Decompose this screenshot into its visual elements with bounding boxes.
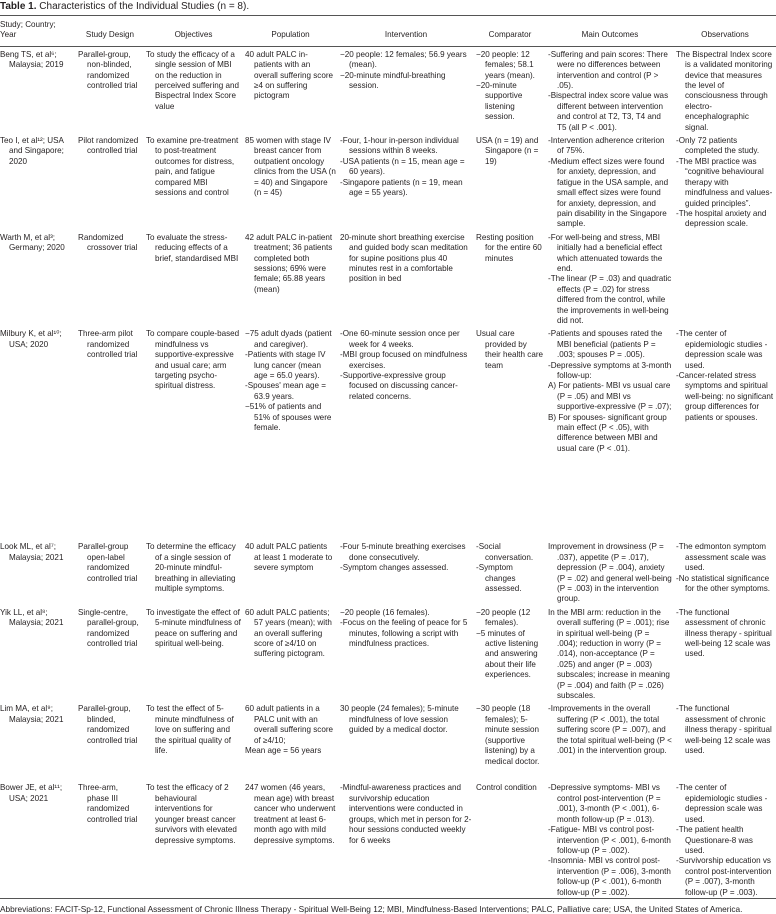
objectives-text: To compare couple-based mindfulness vs supportive-expressive and usual care; arm targeting psycho-spiritual distress. (146, 329, 240, 391)
cell-study (0, 605, 76, 702)
population-text: 85 women with stage IV breast cancer from outpatient oncology clinics from the USA (n = 40) and Singapore (n = 45) (245, 136, 336, 198)
cell-comparator (474, 133, 546, 230)
objectives-text: To investigate the effect of 5-minute mindfulness of peace on suffering and spiritual well-being. (146, 607, 241, 649)
population-text: 42 adult PALC in-patient treatment; 36 patients completed both sessions; 69% were female; 65.88 years (mean) (245, 232, 333, 294)
design-text: Parallel-group open-label randomized controlled trial (78, 542, 138, 583)
cell-observations (674, 230, 776, 327)
objectives-text: To study the efficacy of a single session of MBI on the reduction in perceived suffering and Bispectral Index Score value (146, 49, 239, 111)
cell-outcomes (546, 326, 674, 539)
cell-design (76, 326, 144, 539)
population-text: 247 women (46 years, mean age) with breast cancer who underwent treatment at least 6-month ago with mild depressive symptoms. (245, 783, 336, 845)
population-text: -Patients with stage IV lung cancer (mean age = 65.0 years). (245, 350, 326, 380)
cell-observations (674, 133, 776, 230)
cell-outcomes (546, 701, 674, 780)
comparator-text: −20 people (12 females). (476, 607, 531, 628)
cell-comparator (474, 780, 546, 898)
cell-study (0, 133, 76, 230)
study-text: Warth M, et al³; Germany; 2020 (0, 232, 65, 253)
intervention-text: 20-minute short breathing exercise and guided body scan meditation for supine positions plus 40 minutes rest in a comfortable position in bed (340, 232, 468, 284)
design-text: Three-arm pilot randomized controlled trial (78, 329, 138, 360)
intervention-text: -Four, 1-hour in-person individual sessions within 8 weeks. (340, 136, 459, 156)
intervention-text: −20 people (16 females). (340, 607, 430, 617)
design-text: Parallel-group, blinded, randomized controlled trial (78, 704, 138, 745)
table-title: Characteristics of the Individual Studies (n = 8). (39, 1, 250, 12)
population-text: 60 adult PALC patients; 57 years (mean); with an overall suffering score of ≥4/10 on suffering pictogram. (245, 607, 332, 659)
objectives-text: To determine the efficacy of a single session of 20-minute mindful-breathing in alleviating multiple symptoms. (146, 542, 236, 593)
study-text: Yik LL, et al⁸; Malaysia; 2021 (0, 607, 64, 628)
intervention-text: -Supportive-expressive group focused on discussing cancer-related concerns. (340, 371, 458, 401)
cell-study (0, 230, 76, 327)
cell-population (243, 46, 338, 133)
cell-outcomes (546, 605, 674, 702)
table-row (0, 133, 776, 230)
comparator-text: −20-minute supportive listening session. (476, 81, 523, 122)
study-text: Lim MA, et al⁹; Malaysia; 2021 (0, 704, 64, 724)
study-text: Bower JE, et al¹¹; USA; 2021 (0, 783, 63, 803)
population-text: 40 adult PALC patients at least 1 moderate to severe symptom (245, 542, 333, 573)
population-text: 60 adult patients in a PALC unit with an overall suffering score of ≥4/10; (245, 704, 334, 745)
table-row (0, 230, 776, 327)
cell-population (243, 605, 338, 702)
cell-comparator (474, 539, 546, 604)
cell-design (76, 230, 144, 327)
cell-observations (674, 539, 776, 604)
comparator-text: −5 minutes of active listening and answering about their life experiences. (476, 628, 539, 680)
cell-intervention (338, 46, 474, 133)
observations-text: -The center of epidemiologic studies - depression scale was used. (676, 329, 768, 370)
outcomes-text: -Medium effect sizes were found for anxiety, depression, and fatigue in the USA sample, and small effect sizes were found for anxiety, depression, and pain disability in the Singapore sample. (548, 156, 669, 229)
cell-outcomes (546, 133, 674, 230)
observations-text: -The patient health Questionare-8 was used. (676, 825, 753, 855)
comparator-text: Resting position for the entire 60 minutes (476, 232, 542, 263)
outcomes-text: -Suffering and pain scores: There were no differences between intervention and control (P > .05). (548, 49, 668, 91)
cell-design (76, 701, 144, 780)
header-objectives: Objectives (174, 30, 213, 40)
cell-design (76, 605, 144, 702)
table-caption (0, 0, 776, 13)
header-study: Study; Country; Year (0, 20, 56, 40)
table-row (0, 326, 776, 539)
comparator-text: Control condition (476, 783, 537, 793)
cell-population (243, 539, 338, 604)
cell-observations (674, 605, 776, 702)
cell-outcomes (546, 46, 674, 133)
outcomes-text: -Intervention adherence criterion of 75%. (548, 136, 665, 156)
intervention-text: -USA patients (n = 15, mean age = 60 years). (340, 156, 465, 177)
observations-text: -The functional assessment of chronic illness therapy - spiritual well-being 12 scale was used. (676, 704, 772, 756)
header-comparator: Comparator (488, 30, 532, 40)
cell-intervention (338, 780, 474, 898)
intervention-text: -MBI group focused on mindfulness exercises. (340, 350, 468, 370)
cell-objectives (144, 780, 243, 898)
cell-intervention (338, 326, 474, 539)
cell-population (243, 780, 338, 898)
design-text: Single-centre, parallel-group, randomized controlled trial (78, 607, 139, 649)
header-row (0, 16, 776, 47)
cell-objectives (144, 605, 243, 702)
cell-study (0, 46, 76, 133)
cell-population (243, 230, 338, 327)
outcomes-text: -Patients and spouses rated the MBI beneficial (patients P = .003; spouses P = .005). (548, 329, 663, 360)
cell-objectives (144, 230, 243, 327)
intervention-text: -Symptom changes assessed. (340, 563, 449, 573)
observations-text: -No statistical significance for the other symptoms. (676, 573, 771, 593)
cell-outcomes (546, 230, 674, 327)
intervention-text: -One 60-minute session once per week for 4 weeks. (340, 329, 460, 349)
cell-intervention (338, 605, 474, 702)
cell-population (243, 701, 338, 780)
observations-text: -The edmonton symptom assessment scale was used. (676, 542, 766, 573)
comparator-text: −30 people (18 females); 5-minute session (supportive listening) by a medical doctor. (476, 704, 540, 766)
header-outcomes: Main Outcomes (581, 30, 639, 40)
outcomes-text: -Depressive symptoms at 3-month follow-up: (548, 360, 672, 380)
outcomes-text: -Improvements in the overall suffering (P < .001), the total suffering score (P = .007), and the total spiritual well-being (P < .001) in the intervention group. (548, 704, 672, 756)
cell-outcomes (546, 539, 674, 604)
table-footnote: Abbreviations: FACIT-Sp-12, Functional Assessment of Chronic Illness Therapy - Spiritual Well-Being 12; MBI, Mindfulness-Based Interventions; PALC, Palliative care; USA, the United States of America. (0, 903, 743, 914)
cell-design (76, 133, 144, 230)
design-text: Randomized crossover trial (78, 232, 138, 253)
cell-population (243, 133, 338, 230)
header-intervention: Intervention (384, 30, 428, 40)
cell-intervention (338, 701, 474, 780)
cell-comparator (474, 701, 546, 780)
intervention-text: -Singapore patients (n = 19, mean age = 55 years). (340, 177, 463, 198)
study-text: Teo I, et al¹²; USA and Singapore; 2020 (0, 136, 64, 166)
observations-text: -The center of epidemiologic studies - depression scale was used. (676, 783, 768, 824)
intervention-text: −20 people: 12 females; 56.9 years (mean). (340, 49, 467, 70)
cell-objectives (144, 539, 243, 604)
table-row (0, 605, 776, 702)
outcomes-text: -The linear (P = .03) and quadratic effects (P = .02) for stress differed from the control, while the improvements in well-being did not. (548, 274, 672, 325)
population-text: −51% of patients and 51% of spouses were female. (245, 402, 332, 433)
cell-objectives (144, 701, 243, 780)
observations-text: -Survivorship education vs control post-intervention (P = .007), 3-month follow-up (P = .003). (676, 856, 772, 897)
objectives-text: To evaluate the stress-reducing effects of a brief, standardised MBI (146, 232, 239, 263)
cell-design (76, 539, 144, 604)
cell-comparator (474, 605, 546, 702)
cell-study (0, 539, 76, 604)
outcomes-text: -Depressive symptoms- MBI vs control post-intervention (P = .001), 3-month (P < .001), 6-month follow-up (P = .013). (548, 783, 661, 824)
design-text: Parallel-group, non-blinded, randomized controlled trial (78, 49, 138, 91)
cell-objectives (144, 46, 243, 133)
outcomes-text: B) For spouses- significant group main effect (P < .05), with difference between MBI and usual care (P < .01). (548, 412, 667, 453)
intervention-text: -Mindful-awareness practices and survivorship education interventions were conducted in groups, which met in person for 2-hour sessions conducted weekly for 6 weeks (340, 783, 472, 845)
table-body (0, 46, 776, 898)
outcomes-text: In the MBI arm: reduction in the overall suffering (P = .001); rise in spiritual well-being (P = .004); reduction in worry (P = .014), non-acceptance (P = .025) and anger (P = .003) subscales; increase in meaning (P = .004) and faith (P = .026) subscales. (548, 607, 670, 701)
cell-study (0, 326, 76, 539)
studies-table (0, 15, 776, 899)
cell-observations (674, 780, 776, 898)
comparator-text: Usual care provided by their health care team (476, 329, 544, 370)
cell-objectives (144, 133, 243, 230)
intervention-text: -Focus on the feeling of peace for 5 minutes, following a script with mindfulness practices. (340, 618, 468, 649)
cell-comparator (474, 326, 546, 539)
comparator-text: -Symptom changes assessed. (476, 563, 522, 593)
intervention-text: -Four 5-minute breathing exercises done consecutively. (340, 542, 466, 562)
population-text: −75 adult dyads (patient and caregiver). (245, 329, 332, 349)
outcomes-text: -Bispectral index score value was different between intervention and control at T2, T3, T4 and T5 (all P < .001). (548, 91, 669, 132)
design-text: Pilot randomized controlled trial (78, 136, 139, 156)
cell-study (0, 780, 76, 898)
population-text: 40 adult PALC in-patients with an overall suffering score ≥4 on suffering pictogram (245, 49, 334, 101)
observations-text: -The functional assessment of chronic illness therapy - spiritual well-being 12 scale was used. (676, 607, 772, 659)
cell-population (243, 326, 338, 539)
header-observations: Observations (701, 30, 749, 40)
cell-design (76, 46, 144, 133)
observations-text: -Cancer-related stress symptoms and spiritual well-being: no significant group differences for patients or spouses. (676, 371, 774, 422)
cell-observations (674, 701, 776, 780)
cell-outcomes (546, 780, 674, 898)
table-row (0, 46, 776, 133)
cell-intervention (338, 539, 474, 604)
table-row (0, 539, 776, 604)
design-text: Three-arm, phase III randomized controlled trial (78, 783, 138, 824)
table-label: Table 1. (0, 1, 37, 12)
objectives-text: To test the effect of 5-minute mindfulness of love on suffering and the spiritual quality of life. (146, 704, 234, 756)
header-population: Population (271, 30, 310, 40)
observations-text: -The hospital anxiety and depression scale. (676, 208, 767, 229)
intervention-text: 30 people (24 females); 5-minute mindfulness of love session guided by a medical doctor. (340, 704, 459, 735)
observations-text: -The MBI practice was “cognitive behavioural therapy with mindfulness and values-guided principles”. (676, 156, 773, 208)
comparator-text: -Social conversation. (476, 542, 534, 562)
intervention-text: −20-minute mindful-breathing session. (340, 70, 446, 91)
table-row (0, 701, 776, 780)
study-text: Milbury K, et al¹⁰; USA; 2020 (0, 329, 62, 349)
objectives-text: To test the efficacy of 2 behavioural interventions for younger breast cancer survivors with elevated depressive symptoms. (146, 783, 237, 845)
cell-comparator (474, 230, 546, 327)
study-text: Look ML, et al⁷; Malaysia; 2021 (0, 542, 64, 562)
observations-text: -Only 72 patients completed the study. (676, 136, 760, 156)
comparator-text: −20 people: 12 females; 58.1 years (mean). (476, 49, 535, 80)
outcomes-text: Improvement in drowsiness (P = .037), appetite (P = .017), depression (P = .004), anxiety (P = .02) and general well-being (P = .003) in the intervention group. (548, 542, 672, 604)
population-text: Mean age = 56 years (245, 746, 322, 756)
table-row (0, 780, 776, 898)
objectives-text: To examine pre-treatment to post-treatment outcomes for distress, pain, and fatigue compared MBI sessions and control (146, 136, 239, 198)
cell-design (76, 780, 144, 898)
cell-study (0, 701, 76, 780)
population-text: -Spouses' mean age = 63.9 years. (245, 381, 326, 401)
cell-observations (674, 326, 776, 539)
cell-observations (674, 46, 776, 133)
cell-comparator (474, 46, 546, 133)
outcomes-text: -Fatigue- MBI vs control post-intervention (P < .001), 6-month follow-up (P = .002). (548, 825, 671, 855)
study-text: Beng TS, et al⁶; Malaysia; 2019 (0, 49, 64, 70)
cell-objectives (144, 326, 243, 539)
outcomes-text: -Insomnia- MBI vs control post-intervention (P = .006), 3-month follow-up (P < .001), 6-month follow-up (P = .002). (548, 856, 671, 897)
header-design: Study Design (85, 30, 135, 40)
cell-intervention (338, 133, 474, 230)
outcomes-text: A) For patients- MBI vs usual care (P = .05) and MBI vs supportive-expressive (P = .07); (548, 381, 672, 412)
outcomes-text: -For well-being and stress, MBI initially had a beneficial effect which attenuated towards the end. (548, 232, 663, 273)
cell-intervention (338, 230, 474, 327)
observations-text: The Bispectral Index score is a validated monitoring device that measures the level of consciousness through electro-encephalographic signal. (676, 49, 773, 132)
comparator-text: USA (n = 19) and Singapore (n = 19) (476, 136, 539, 166)
